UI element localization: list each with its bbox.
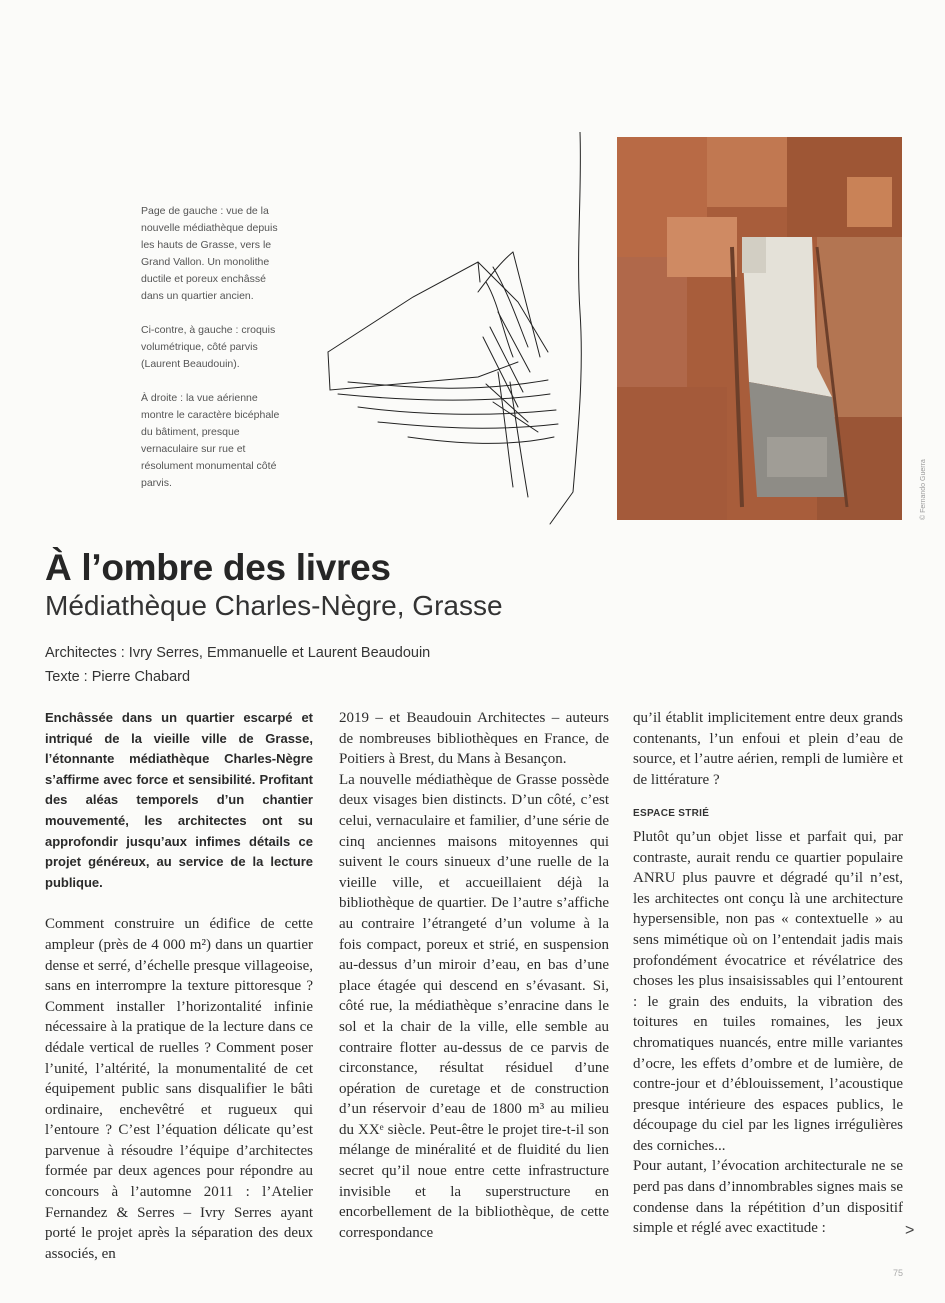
column-2 xyxy=(339,708,609,1243)
page-subtitle: Médiathèque Charles-Nègre, Grasse xyxy=(45,590,503,621)
volumetric-sketch xyxy=(318,132,593,527)
aerial-photo xyxy=(617,137,902,520)
body-paragraph: qu’il établit implicitement entre deux grands contenants, l’un enfoui et plein d’eau de source, et l’autre aérien, rempli de lumière et de littérature ? xyxy=(633,710,903,788)
caption-aerial: À droite : la vue aérienne montre le caractère bicéphale du bâtiment, presque vernaculaire sur rue et résolument monumental côté parvis. xyxy=(141,392,280,489)
column-3 xyxy=(633,708,903,1239)
next-page-arrow: > xyxy=(905,1222,915,1239)
section-heading: ESPACE STRIÉ xyxy=(633,808,710,820)
body-paragraph: 2019 – et Beaudouin Architectes – auteurs de nombreuses bibliothèques en France, de Poitiers à Brest, du Mans à Besançon. xyxy=(339,710,609,768)
architects-credit: Architectes : Ivry Serres, Emmanuelle et Laurent Beaudouin xyxy=(45,645,431,661)
caption-left-page: Page de gauche : vue de la nouvelle médiathèque depuis les hauts de Grasse, vers le Grand Vallon. Un monolithe ductile et poreux enchâssé dans un quartier ancien. xyxy=(141,205,278,302)
body-paragraph: Plutôt qu’un objet lisse et parfait qui, par contraste, aurait rendu ce quartier populaire ANRU plus pauvre et dégradé qu’il n’est, les architectes ont conçu là une architecture hypersensible, non pas « contextuelle » au sens mimétique où on l’entendait jadis mais profondément évocatrice et révélatrice des choses les plus insaisissables qui l’entourent : le grain des enduits, la vibration des toitures en tuiles romaines, les jeux chromatiques nuancés, entre mille variantes d’ocre, les effets d’ombre et de lumière, de contre-jour et d’éblouissement, l’acoustique presque intérieure des espaces publics, le découpage du ciel par les lignes irrégulières des corniches... xyxy=(633,828,903,1154)
body-paragraph: La nouvelle médiathèque de Grasse possède deux visages bien distincts. D’un côté, c’est celui, vernaculaire et familier, d’une série de cinq anciennes maisons mitoyennes qui suivent le cours sinueux d’une ruelle de la vieille ville, et accueillaient déjà la bibliothèque de quartier. De l’autre s’affiche au contraire l’étrangeté d’un volume à la fois compact, poreux et strié, en suspension au-dessus d’un miroir d’eau, en bas d’une place étagée qui descend en s’évasant. Si, côté rue, la médiathèque s’enracine dans le sol et la chair de la ville, elle semble au contraire flotter au-dessus de ce parvis de circonstance, résultat résiduel d’une opération de curetage et de construction d’un réservoir d’eau de 1800 m³ au milieu du XXᵉ siècle. Peut-être le projet tire-t-il son mélange de minéralité et de fluidité du lien secret qu’il noue entre cette infrastructure invisible et la superstructure en encorbellement de la bibliothèque, de cette correspondance xyxy=(339,771,609,1241)
body-paragraph: Pour autant, l’évocation architecturale ne se perd pas dans d’innombrables signes mais se condense dans la répétition d’un dispositif simple et réglé avec exactitude : xyxy=(633,1158,903,1237)
photo-credit: © Fernando Guerra xyxy=(920,459,927,520)
page-title: À l’ombre des livres xyxy=(45,547,391,588)
caption-block xyxy=(141,203,291,509)
body-paragraph: Comment construire un édifice de cette ampleur (près de 4 000 m²) dans un quartier dense et serré, d’échelle presque villageoise, sans en interrompre la texture pittoresque ? Comment installer l’horizontalité infinie nécessaire à la pratique de la lecture dans ce dédale vertical de ruelles ? Comment poser l’unité, l’altérité, la monumentalité de cet équipement public sans disqualifier le bâti ordinaire, enchevêtré et rugueux qui l’entoure ? C’est l’équation délicate qu’est parvenue à résoudre l’équipe d’architectes formée par deux agences pour répondre au concours à l’automne 2011 : l’Atelier Fernandez & Serres – Ivry Serres ayant porté le projet après la séparation des deux associés, en xyxy=(45,916,313,1262)
column-1 xyxy=(45,708,313,1264)
author-credit: Texte : Pierre Chabard xyxy=(45,669,191,685)
caption-sketch: Ci-contre, à gauche : croquis volumétrique, côté parvis (Laurent Beaudouin). xyxy=(141,324,276,370)
page-number: 75 xyxy=(893,1268,904,1278)
lead-paragraph: Enchâssée dans un quartier escarpé et intriqué de la vieille ville de Grasse, l’étonnante médiathèque Charles-Nègre s’affirme avec force et sensibilité. Profitant des aléas temporels d’un chantier mouvementé, les architectes ont su approfondir jusqu’aux infimes détails ce projet généreux, au service de la lecture publique. xyxy=(45,710,313,890)
